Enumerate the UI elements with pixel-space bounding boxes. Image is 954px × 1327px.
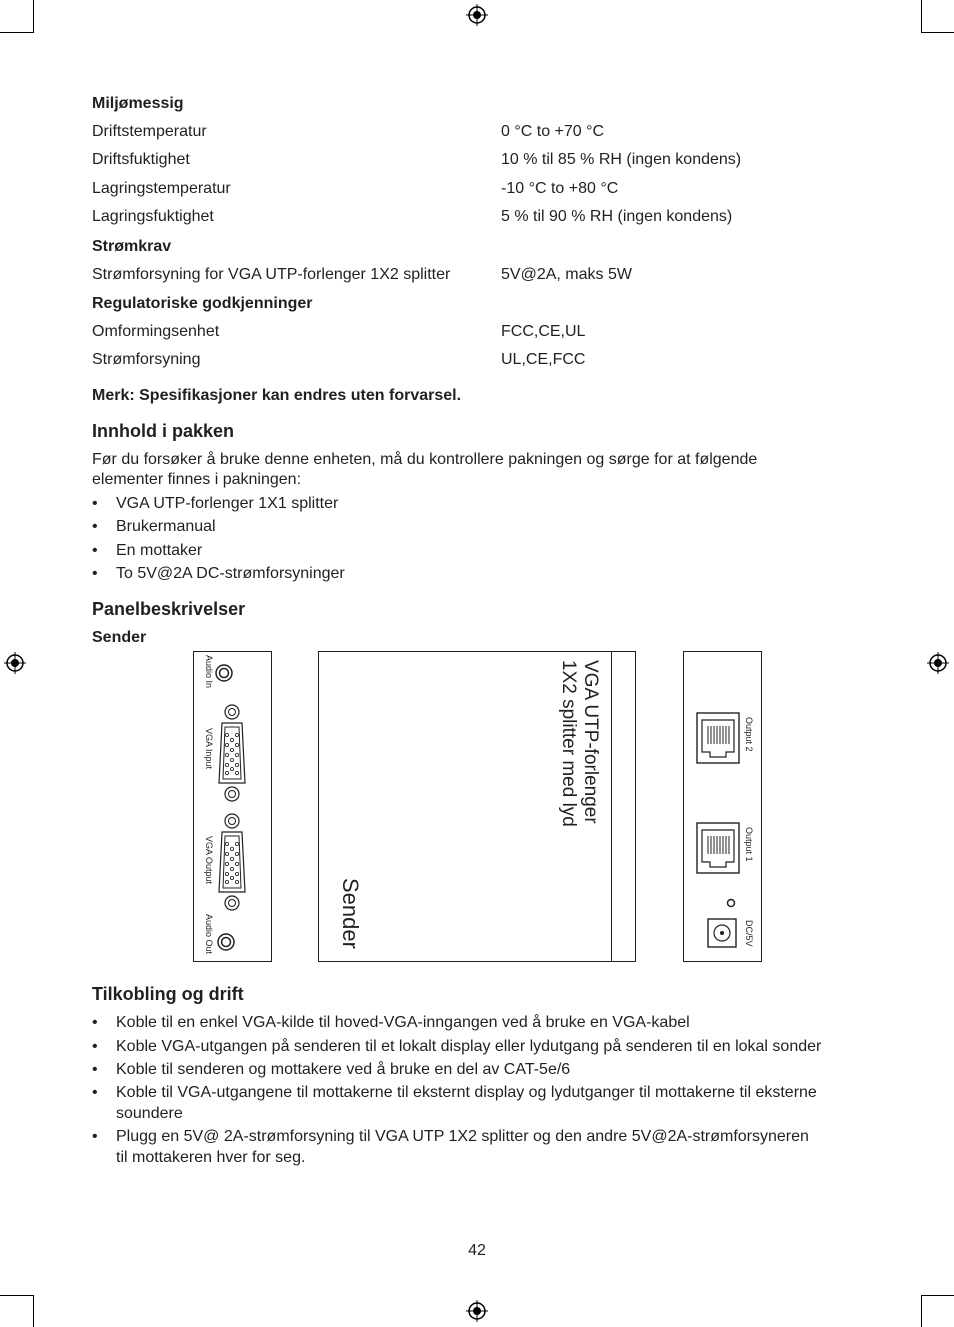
output2-label: Output 2 xyxy=(744,717,754,752)
bullet: • xyxy=(92,1014,98,1031)
audio-in-jack-icon xyxy=(215,664,233,682)
list-item xyxy=(92,564,852,584)
vga-output-label: VGA Output xyxy=(204,836,214,885)
vga-output-port-icon xyxy=(217,812,247,912)
device-title-line2: 1X2 splitter med lyd xyxy=(558,660,579,827)
list-item-text: VGA UTP-forlenger 1X1 splitter xyxy=(116,495,339,512)
dc-label: DC/5V xyxy=(744,920,754,947)
device-sender-label: Sender xyxy=(338,878,363,949)
output1-label: Output 1 xyxy=(744,827,754,862)
bullet: • xyxy=(92,1128,98,1145)
vga-input-label: VGA Input xyxy=(204,728,214,770)
list-item xyxy=(92,1037,872,1057)
device-title-line1: VGA UTP-forlenger xyxy=(580,660,601,824)
operation-heading: Tilkobling og drift xyxy=(92,984,244,1004)
bullet: • xyxy=(92,1061,98,1078)
package-intro-line1: Før du forsøker å bruke denne enheten, må du kontrollere pakningen og sørge for at følgende xyxy=(92,451,758,468)
spec-value: FCC,CE,UL xyxy=(501,323,586,340)
rj45-output1-port-icon xyxy=(696,822,740,874)
list-item xyxy=(92,1060,872,1080)
spec-value: 5V@2A, maks 5W xyxy=(501,266,632,283)
list-item-text-cont: til mottakeren hver for seg. xyxy=(116,1149,306,1166)
list-item xyxy=(92,494,852,514)
sender-input-panel xyxy=(193,651,272,962)
env-heading: Miljømessig xyxy=(92,95,184,112)
package-intro-line2: elementer finnes i pakningen: xyxy=(92,471,302,488)
list-item-text: En mottaker xyxy=(116,542,203,559)
spec-label: Strømforsyning xyxy=(92,351,201,368)
list-item xyxy=(92,1013,872,1033)
spec-label: Driftstemperatur xyxy=(92,123,207,140)
registration-mark-icon xyxy=(927,652,949,674)
list-item-text: Koble VGA-utgangen på senderen til et lokalt display eller lydutgang på senderen til en lokal sonder xyxy=(116,1038,822,1055)
sender-top-panel xyxy=(318,651,636,962)
list-item-text: Koble til senderen og mottakere ved å bruke en del av CAT-5e/6 xyxy=(116,1061,571,1078)
audio-out-label: Audio Out xyxy=(204,914,214,955)
crop-mark-tl-h xyxy=(0,32,33,33)
spec-label: Omformingsenhet xyxy=(92,323,220,340)
crop-mark-bl-v xyxy=(33,1295,34,1327)
list-item xyxy=(92,517,852,537)
spec-label: Driftsfuktighet xyxy=(92,151,190,168)
panel-heading: Panelbeskrivelser xyxy=(92,599,246,619)
sender-output-panel xyxy=(683,651,762,962)
registration-mark-icon xyxy=(466,1300,488,1322)
vga-input-port-icon xyxy=(217,703,247,803)
list-item-text: Plugg en 5V@ 2A-strømforsyning til VGA UTP 1X2 splitter og den andre 5V@2A-strømforsyneren xyxy=(116,1128,809,1145)
spec-value: -10 °C to +80 °C xyxy=(501,180,619,197)
audio-out-jack-icon xyxy=(217,933,235,951)
spec-value: UL,CE,FCC xyxy=(501,351,586,368)
spec-label: Strømforsyning for VGA UTP-forlenger 1X2 splitter xyxy=(92,266,451,283)
power-heading: Strømkrav xyxy=(92,238,172,255)
crop-mark-br-v xyxy=(921,1295,922,1327)
page-number: 42 xyxy=(468,1242,486,1259)
spec-label: Lagringsfuktighet xyxy=(92,208,214,225)
bullet: • xyxy=(92,1038,98,1055)
crop-mark-tl-v xyxy=(33,0,34,33)
spec-value: 0 °C to +70 °C xyxy=(501,123,605,140)
list-item-text: Brukermanual xyxy=(116,518,216,535)
crop-mark-tr-v xyxy=(921,0,922,33)
list-item-text-cont: soundere xyxy=(116,1105,183,1122)
list-item xyxy=(92,1083,872,1125)
crop-mark-tr-h xyxy=(921,32,954,33)
list-item xyxy=(92,1127,872,1169)
spec-label: Lagringstemperatur xyxy=(92,180,231,197)
package-heading: Innhold i pakken xyxy=(92,421,235,441)
bullet: • xyxy=(92,518,98,535)
list-item-text: Koble til en enkel VGA-kilde til hoved-VGA-inngangen ved å bruke en VGA-kabel xyxy=(116,1014,690,1031)
list-item-text: To 5V@2A DC-strømforsyninger xyxy=(116,565,345,582)
registration-mark-icon xyxy=(4,652,26,674)
list-item-text: Koble til VGA-utgangene til mottakerne til eksternt display og lydutganger til mottakerne til eksterne xyxy=(116,1084,817,1101)
reg-heading: Regulatoriske godkjenninger xyxy=(92,295,313,312)
dc-power-jack-icon xyxy=(707,918,737,948)
rj45-output2-port-icon xyxy=(696,712,740,764)
bullet: • xyxy=(92,565,98,582)
spec-note: Merk: Spesifikasjoner kan endres uten forvarsel. xyxy=(92,387,462,404)
spec-value: 5 % til 90 % RH (ingen kondens) xyxy=(501,208,733,225)
panel-divider xyxy=(611,652,612,961)
list-item xyxy=(92,541,852,561)
audio-in-label: Audio In xyxy=(204,655,214,689)
bullet: • xyxy=(92,542,98,559)
spec-value: 10 % til 85 % RH (ingen kondens) xyxy=(501,151,742,168)
crop-mark-bl-h xyxy=(0,1295,33,1296)
registration-mark-icon xyxy=(466,4,488,26)
bullet: • xyxy=(92,1084,98,1101)
bullet: • xyxy=(92,495,98,512)
led-indicator-icon xyxy=(726,898,736,908)
crop-mark-br-h xyxy=(921,1295,954,1296)
panel-subheading: Sender xyxy=(92,629,147,646)
